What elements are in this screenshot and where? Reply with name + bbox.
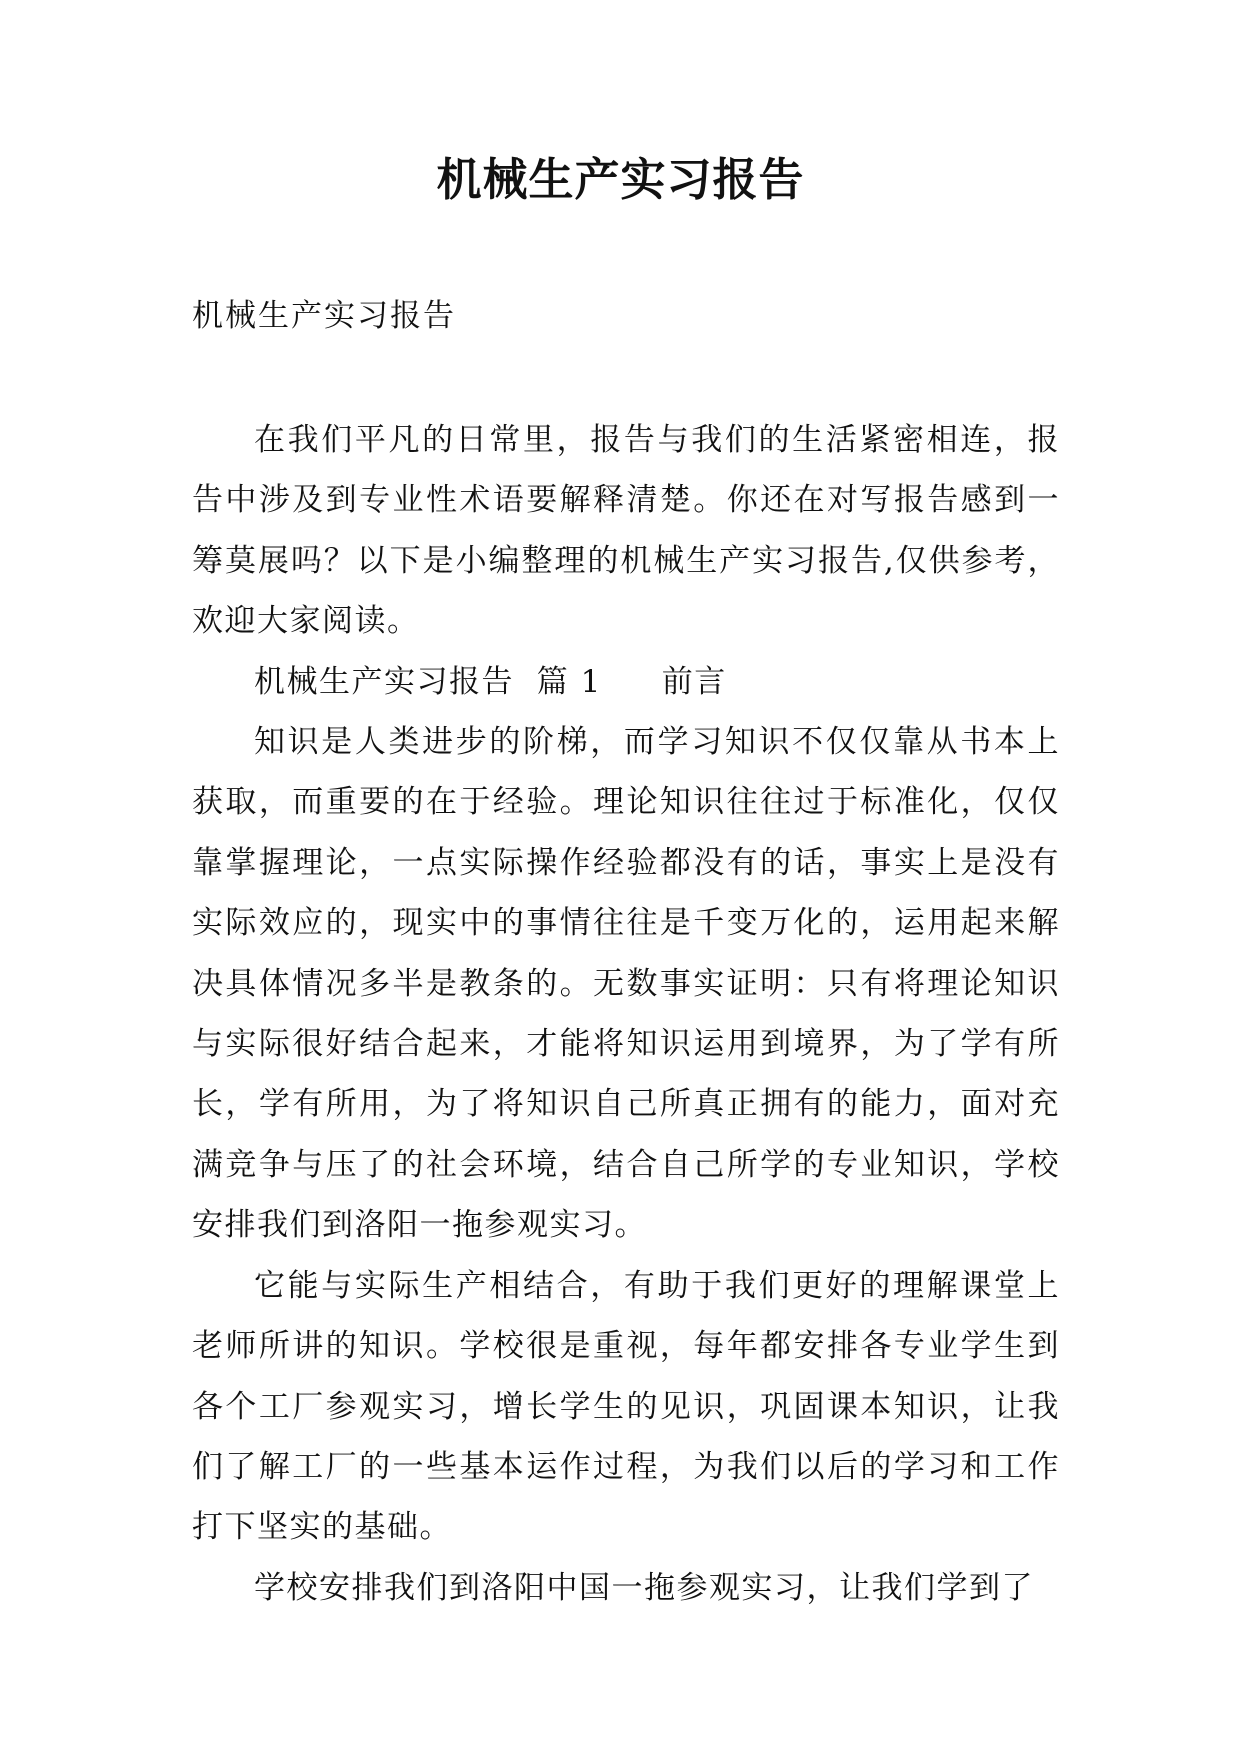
- body-paragraph-1: 知识是人类进步的阶梯，而学习知识不仅仅靠从书本上获取，而重要的在于经验。理论知识往往过于标准化，仅仅靠掌握理论，一点实际操作经验都没有的话，事实上是没有实际效应的，现实中的事情往往是千变万化的，运用起来解决具体情况多半是教条的。无数事实证明：只有将理论知识与实际很好结合起来，才能将知识运用到境界，为了学有所长，学有所用，为了将知识自己所真正拥有的能力，面对充满竞争与压了的社会环境，结合自己所学的专业知识，学校安排我们到洛阳一拖参观实习。: [192, 724, 1060, 1244]
- document-subtitle: 机械生产实习报告: [192, 298, 456, 334]
- document-title: 机械生产实习报告: [436, 153, 805, 206]
- section-heading-label: 前言: [661, 663, 727, 700]
- section-heading-part: 篇 1: [536, 663, 602, 700]
- section-heading-title: 机械生产实习报告: [254, 663, 514, 700]
- document-body: [192, 410, 1060, 1618]
- body-paragraph-2: 它能与实际生产相结合，有助于我们更好的理解课堂上老师所讲的知识。学校很是重视，每年都安排各专业学生到各个工厂参观实习，增长学生的见识，巩固课本知识，让我们了解工厂的一些基本运作过程，为我们以后的学习和工作打下坚实的基础。: [192, 1267, 1060, 1546]
- body-paragraph-3: 学校安排我们到洛阳中国一拖参观实习，让我们学到了: [254, 1569, 1034, 1606]
- section-heading: [192, 652, 1060, 712]
- intro-paragraph: 在我们平凡的日常里，报告与我们的生活紧密相连，报告中涉及到专业性术语要解释清楚。你还在对写报告感到一筹莫展吗？以下是小编整理的机械生产实习报告,仅供参考，欢迎大家阅读。: [192, 422, 1060, 640]
